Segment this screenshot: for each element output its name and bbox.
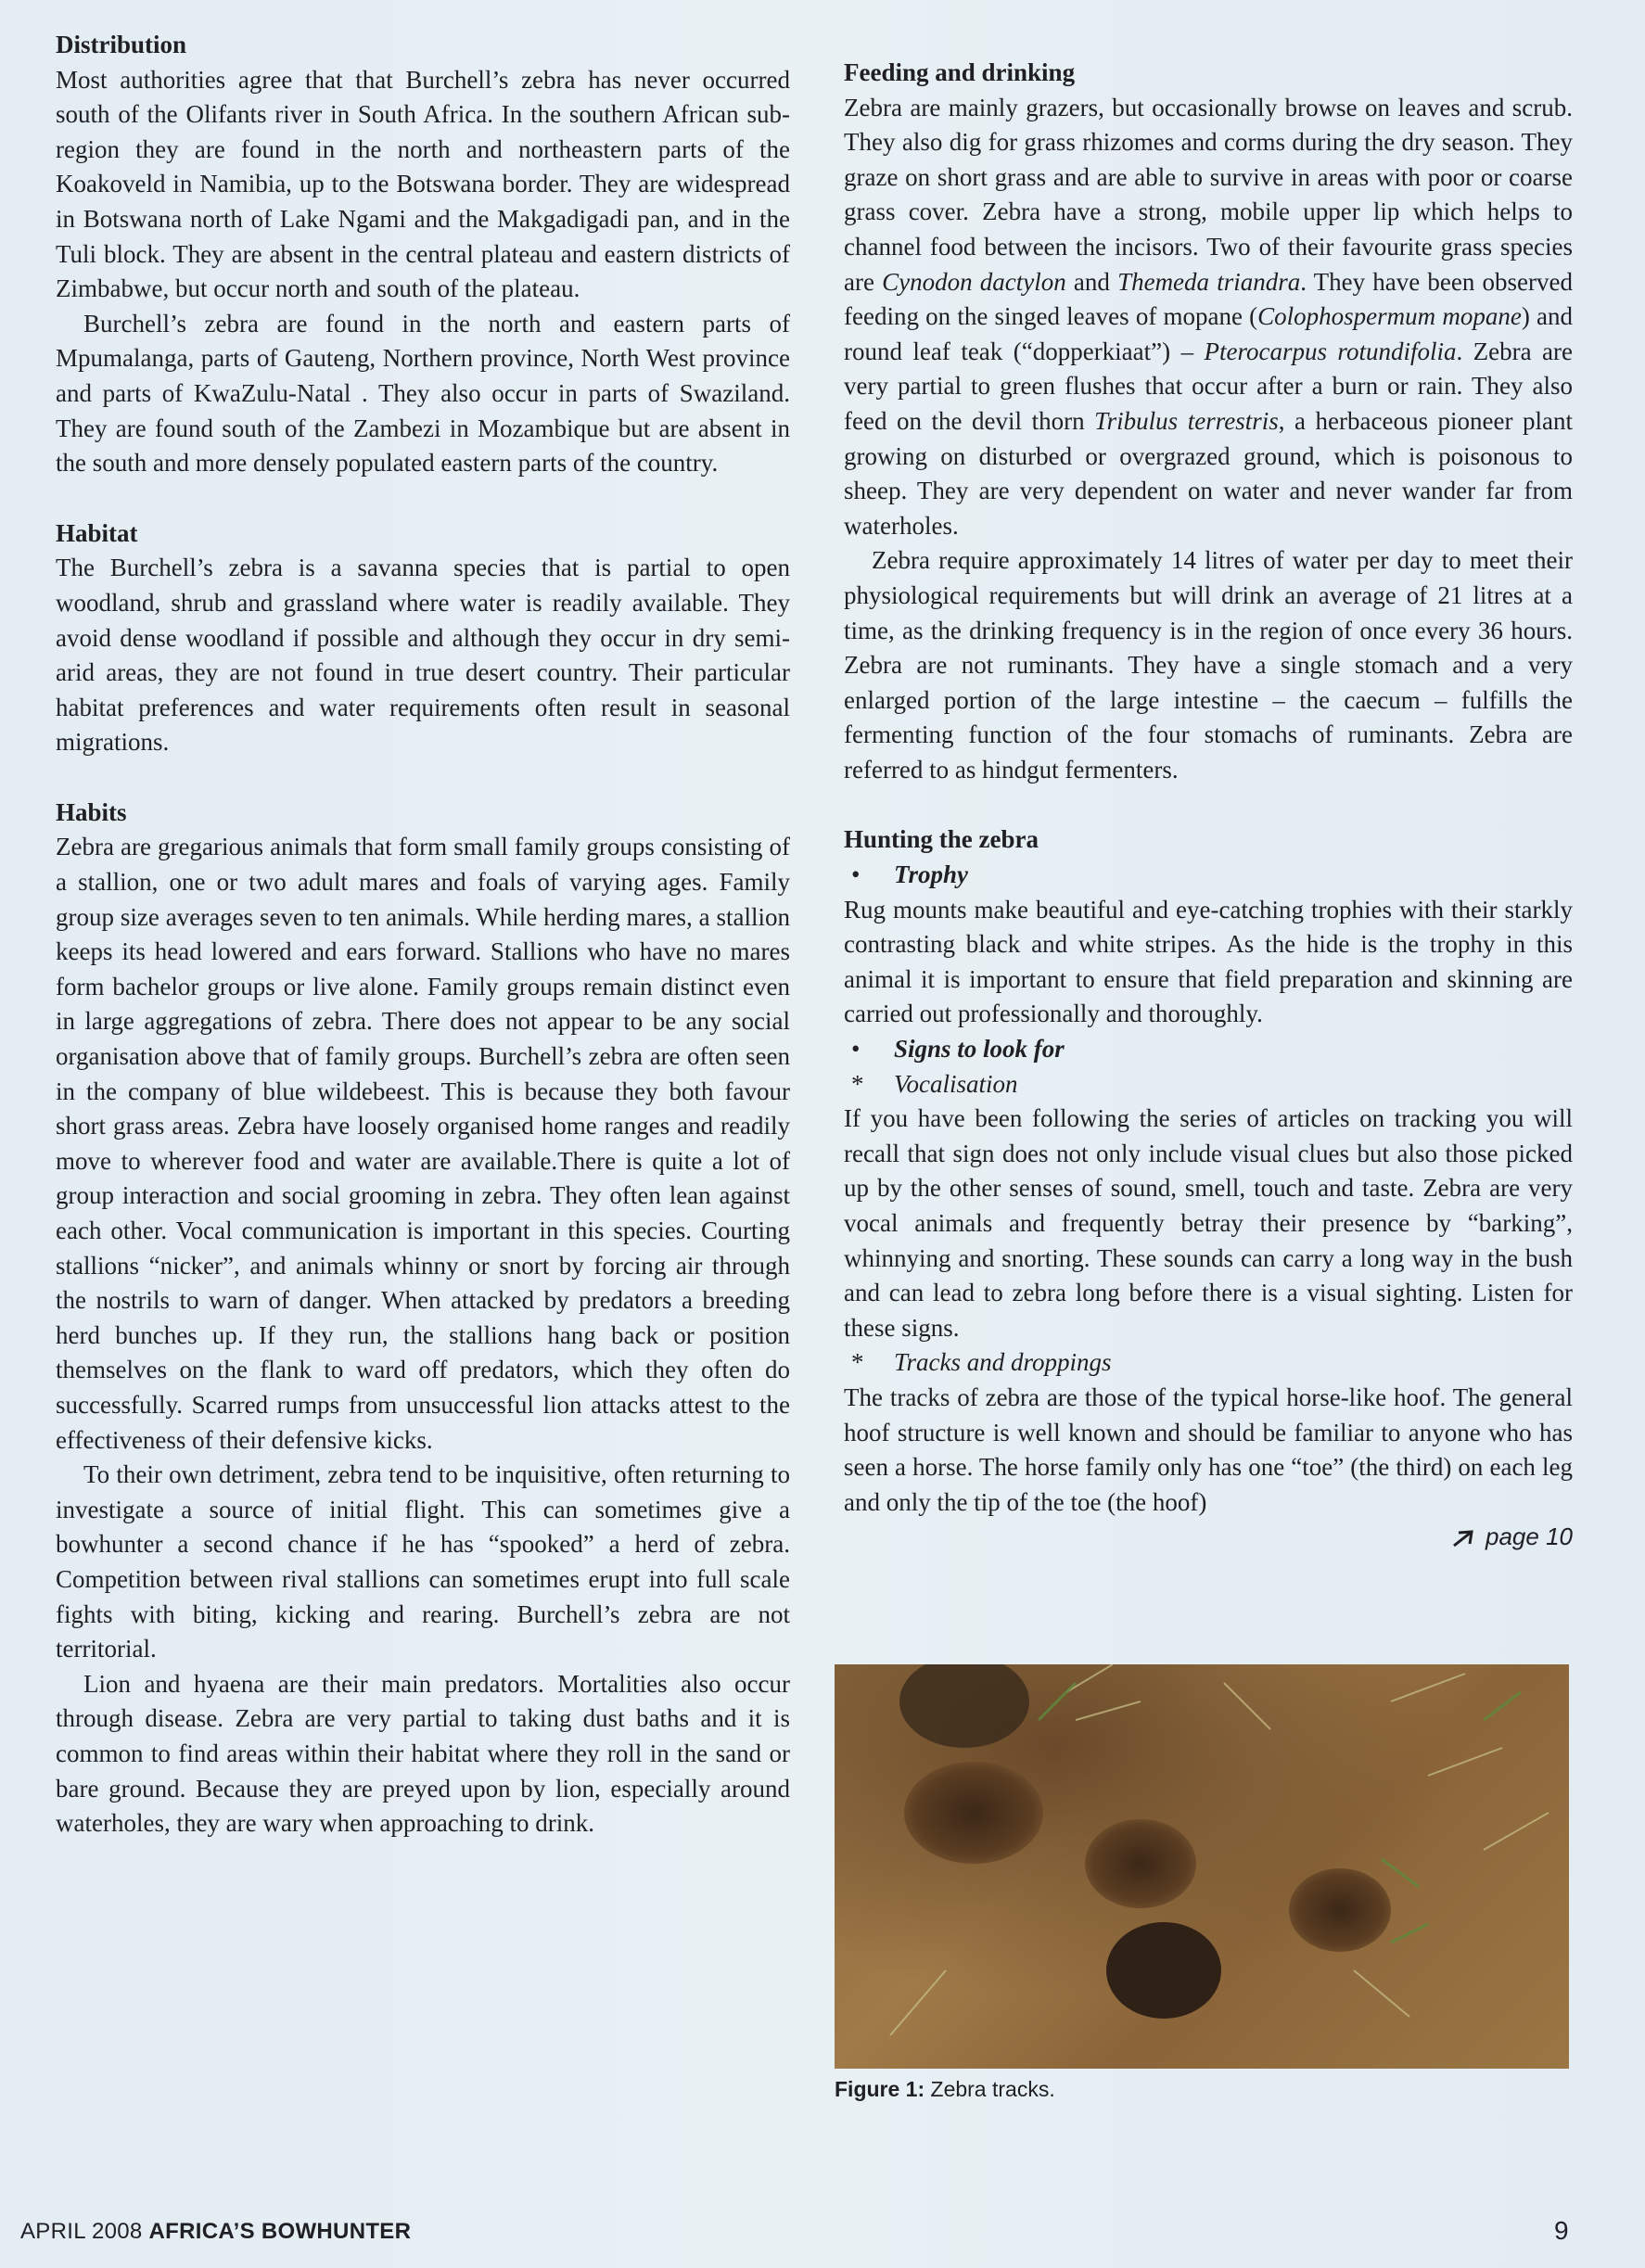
trophy-bullet [844, 858, 1573, 893]
page-number: 9 [1554, 2216, 1569, 2245]
tracks-paragraph: The tracks of zebra are those of the typical horse-like hoof. The general hoof structure is well known and should be familiar to anyone who has seen a horse. The horse family only has one “toe” (the third) on each leg and only the tip of the toe (the hoof) [844, 1382, 1573, 1516]
trophy-label: Trophy [894, 860, 968, 889]
habits-paragraph-1: Zebra are gregarious animals that form small family groups consisting of a stallion, one or two adult mares and foals of varying ages. Family group size averages seven to ten animals. While herding mares, a stallion keeps its head lowered and ears forward. Stallions who have no mares form bachelor groups or live alone. Family groups remain distinct even in large aggregations of zebra. There does not appear to be any social organisation above that of family groups. Burchell’s zebra are often seen in the company of blue wildebeest. This is because they both favour short grass areas. Zebra have loosely organised home ranges and readily move to wherever food and water are available.There is quite a lot of group interaction and social grooming in zebra. They often lean against each other. Vocal communication is important in this species. Courting stallions “nicker”, and animals whinny or snort by forcing air through the nostrils to warn of danger. When attacked by predators a breeding herd bunches up. If they run, the stallions hang back or position themselves on the flank to ward off predators, which they often do successfully. Scarred rumps from unsuccessful lion attacks attest to the effectiveness of their defensive kicks. [56, 833, 790, 1454]
vocalisation-paragraph: If you have been following the series of articles on tracking you will recall that sign does not only include visual clues but also those picked up by the other senses of sound, smell, touch and taste. Zebra are very vocal animals and frequently betray their presence by “barking”, whinnying and snorting. These sounds can carry a long way in the bush and can lead to zebra long before there is a visual sighting. Listen for these signs. [844, 1104, 1573, 1342]
figure-label: Figure 1: [835, 2077, 925, 2101]
figure-caption [835, 2077, 1055, 2102]
distribution-paragraph-2: Burchell’s zebra are found in the north and eastern parts of Mpumalanga, parts of Gauteng, Northern province, North West province and parts of KwaZulu-Natal . They also occur in parts of Swaziland. They are found south of the Zambezi in Mozambique but are absent in the south and more densely populated eastern parts of the country. [56, 309, 790, 478]
habitat-heading: Habitat [56, 518, 138, 547]
footer-publication [20, 2219, 411, 2245]
vocalisation-subitem [844, 1067, 1573, 1102]
arrow-icon [1451, 1527, 1479, 1549]
distribution-paragraph-1: Most authorities agree that that Burchell’s zebra has never occurred south of the Olifants river in South Africa. In the southern African sub-region they are found in the north and northeastern parts of the Koakoveld in Namibia, up to the Botswana border. They are widespread in Botswana north of Lake Ngami and the Makgadigadi pan, and in the Tuli block. They are absent in the central plateau and eastern districts of Zimbabwe, but occur north and south of the plateau. [56, 65, 790, 303]
vocalisation-label: Vocalisation [894, 1069, 1018, 1098]
signs-label: Signs to look for [894, 1035, 1065, 1064]
bullet-icon: • [851, 860, 861, 889]
asterisk-icon: * [851, 1069, 864, 1098]
page-ref-label: page 10 [1486, 1523, 1573, 1551]
tracks-label: Tracks and droppings [894, 1348, 1112, 1377]
zebra-tracks-photo [835, 1664, 1569, 2069]
hunting-heading: Hunting the zebra [844, 825, 1039, 854]
habits-paragraph-2: To their own detriment, zebra tend to be inquisitive, often returning to investigate a source of initial flight. This can sometimes give a bowhunter a second chance if he has “spooked” a herd of zebra. Competition between rival stallions can sometimes erupt into full scale fights with biting, kicking and rearing. Burchell’s zebra are not territorial. [56, 1460, 790, 1663]
habitat-paragraph: The Burchell’s zebra is a savanna species that is partial to open woodland, shrub and grassland where water is readily available. They avoid dense woodland if possible and although they occur in dry semi-arid areas, they are not found in true desert country. Their particular habitat preferences and water requirements often result in seasonal migrations. [56, 554, 790, 757]
continued-reference [844, 1520, 1573, 1554]
signs-bullet [844, 1032, 1573, 1067]
habits-heading: Habits [56, 797, 127, 826]
footer-magazine-title: AFRICA’S BOWHUNTER [148, 2219, 412, 2244]
footer-date: APRIL 2008 [20, 2219, 149, 2244]
tracks-subitem [844, 1345, 1573, 1381]
asterisk-icon: * [851, 1348, 864, 1377]
species-name: Pterocarpus rotundifolia [1204, 337, 1457, 365]
feeding-heading: Feeding and drinking [844, 58, 1076, 86]
feeding-paragraph-2: Zebra require approximately 14 litres of water per day to meet their physiological requirements but will drink an average of 21 litres at a time, as the drinking frequency is in the region of once every 36 hours. Zebra are not ruminants. They have a single stomach and a very enlarged portion of the large intestine – the caecum – fulfills the fermenting function of the four stomachs of ruminants. Zebra are referred to as hindgut fermenters. [844, 546, 1573, 784]
figure-caption-text: Zebra tracks. [925, 2077, 1055, 2101]
trophy-paragraph: Rug mounts make beautiful and eye-catching trophies with their starkly contrasting black and white stripes. As the hide is the trophy in this animal it is important to ensure that field preparation and skinning are carried out professionally and thoroughly. [844, 895, 1573, 1028]
habits-paragraph-3: Lion and hyaena are their main predators. Mortalities also occur through disease. Zebra are very partial to taking dust baths and it is common to find areas within their habitat where they roll in the sand or bare ground. Because they are preyed upon by lion, especially around waterholes, they are wary when approaching to drink. [56, 1669, 790, 1838]
tracks-illustration [835, 1664, 1569, 2069]
species-name: Cynodon dactylon [882, 267, 1066, 296]
species-name: Themeda triandra [1117, 267, 1301, 296]
left-column [56, 28, 790, 1841]
species-name: Colophospermum mopane [1257, 302, 1522, 331]
species-name: Tribulus terrestris [1094, 406, 1279, 435]
feeding-paragraph-1: Zebra are mainly grazers, but occasionally browse on leaves and scrub. They also dig for grass rhizomes and corms during the dry season. They graze on short grass and are able to survive in areas with poor or coarse grass cover. Zebra have a strong, mobile upper lip which helps to channel food between the incisors. Two of their favourite grass species are Cynodon dactylon and Themeda triandra. They have been observed feeding on the singed leaves of mopane (Colophospermum mopane) and round leaf teak (“dopperkiaat”) – Pterocarpus rotundifolia. Zebra are very partial to green flushes that occur after a burn or rain. They also feed on the devil thorn Tribulus terrestris, a herbaceous pioneer plant growing on disturbed or overgrazed ground, which is poisonous to sheep. They are very dependent on water and never wander far from waterholes. [844, 93, 1574, 540]
right-column [844, 56, 1573, 1554]
distribution-heading: Distribution [56, 31, 187, 58]
bullet-icon: • [851, 1035, 861, 1064]
